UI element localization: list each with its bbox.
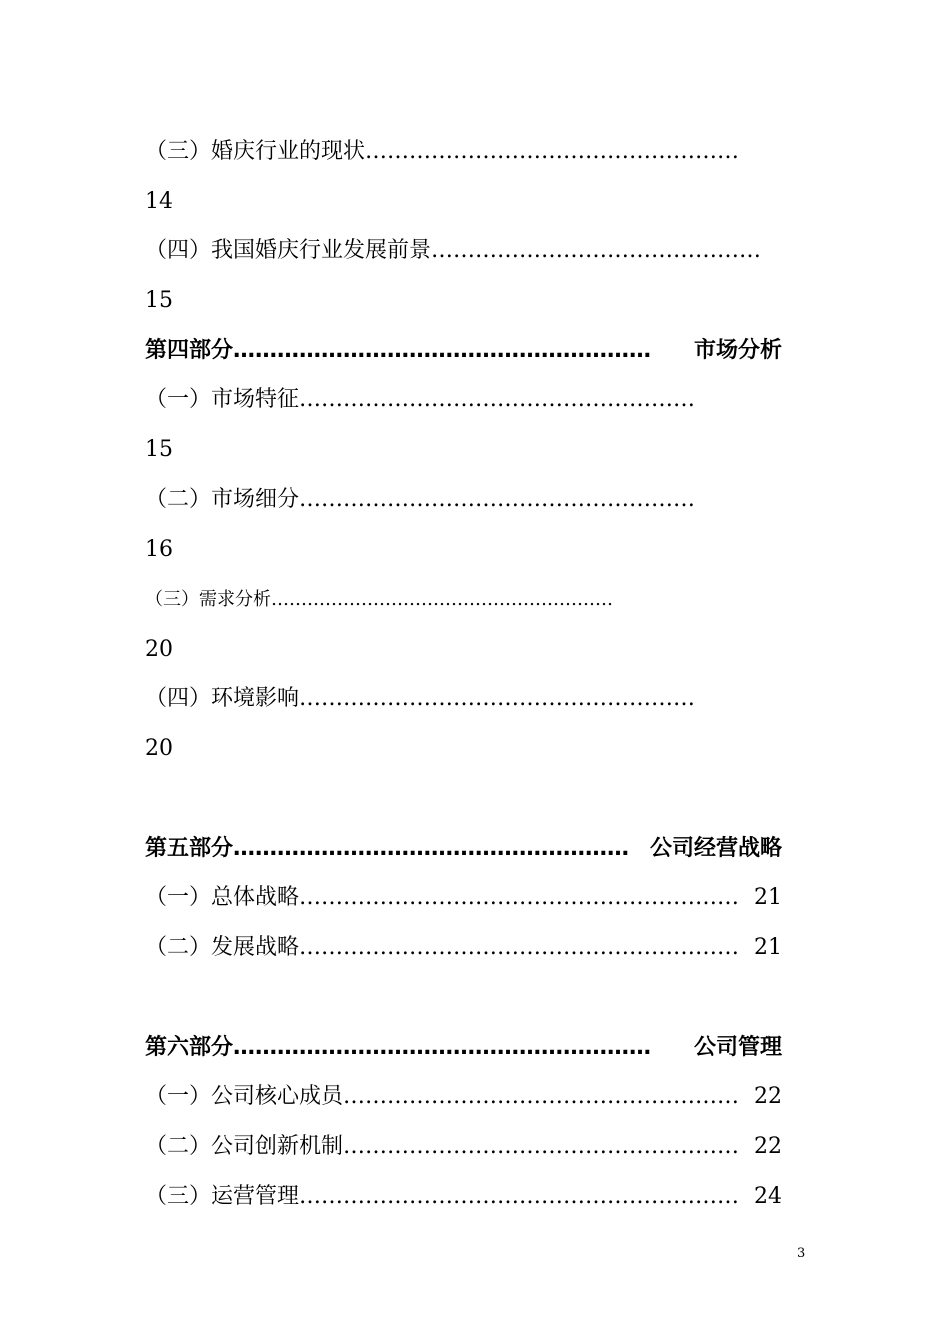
page-number: 3: [797, 1246, 806, 1261]
toc-entry-page-number: 15: [145, 437, 173, 462]
toc-leader-dots: …………………………………………………: [271, 589, 613, 610]
toc-entry-page-number: 15: [145, 288, 173, 313]
toc-entry-label: （一）公司核心成员: [145, 1084, 344, 1109]
toc-entry-label: （一）市场特征: [145, 387, 300, 412]
toc-entry-3-4[interactable]: [145, 234, 805, 268]
toc-entry-4-4[interactable]: [145, 682, 805, 716]
toc-chapter-title: 公司管理: [693, 1035, 782, 1060]
toc-entry-5-2[interactable]: [145, 931, 782, 965]
toc-leader-dots: ………………………………………………: [299, 387, 696, 412]
toc-entry-6-2[interactable]: [145, 1130, 782, 1164]
toc-chapter-label: 第四部分: [145, 338, 234, 363]
toc-leader-dots: ………………………………………………: [233, 836, 630, 861]
toc-entry-label: （三）婚庆行业的现状: [145, 139, 366, 164]
toc-entry-label: （三）需求分析: [145, 589, 271, 610]
toc-entry-label: （二）市场细分: [145, 487, 300, 512]
toc-leader-dots: ………………………………………………: [299, 487, 696, 512]
toc-entry-6-3[interactable]: [145, 1180, 782, 1214]
toc-entry-label: （四）环境影响: [145, 686, 300, 711]
toc-entry-label: （四）我国婚庆行业发展前景: [145, 238, 432, 263]
toc-chapter-4[interactable]: [145, 334, 782, 368]
toc-entry-label: （三）运营管理: [145, 1184, 300, 1209]
toc-leader-dots: …………………………………………………: [233, 1035, 652, 1060]
toc-chapter-label: 第五部分: [145, 836, 234, 861]
toc-entry-page-number: 21: [754, 935, 782, 960]
toc-entry-4-3[interactable]: [145, 583, 805, 617]
toc-entry-page-number: 20: [145, 736, 173, 761]
toc-entry-label: （二）发展战略: [145, 935, 300, 960]
toc-entry-page-number: 24: [754, 1184, 782, 1209]
toc-leader-dots: ………………………………………………: [299, 686, 696, 711]
toc-leader-dots: ………………………………………………: [343, 1134, 740, 1159]
toc-entry-label: （一）总体战略: [145, 885, 300, 910]
toc-entry-page-number: 22: [754, 1084, 782, 1109]
toc-entry-4-1[interactable]: [145, 383, 805, 417]
toc-entry-page-number: 14: [145, 189, 173, 214]
toc-entry-3-3[interactable]: [145, 135, 805, 169]
toc-chapter-label: 第六部分: [145, 1035, 234, 1060]
toc-entry-4-2[interactable]: [145, 483, 805, 517]
toc-entry-6-1[interactable]: [145, 1080, 782, 1114]
toc-entry-page-number: 21: [754, 885, 782, 910]
toc-leader-dots: ………………………………………………: [343, 1084, 740, 1109]
toc-leader-dots: ……………………………………………: [365, 139, 740, 164]
toc-leader-dots: ……………………………………………………: [299, 935, 740, 960]
toc-chapter-title: 市场分析: [693, 338, 782, 363]
toc-entry-5-1[interactable]: [145, 881, 782, 915]
toc-entry-label: （二）公司创新机制: [145, 1134, 344, 1159]
toc-chapter-title: 公司经营战略: [649, 836, 782, 861]
toc-leader-dots: ………………………………………: [431, 238, 762, 263]
toc-entry-page-number: 16: [145, 537, 173, 562]
toc-entry-page-number: 22: [754, 1134, 782, 1159]
toc-chapter-6[interactable]: [145, 1031, 782, 1065]
toc-entry-page-number: 20: [145, 637, 173, 662]
toc-leader-dots: ……………………………………………………: [299, 885, 740, 910]
toc-chapter-5[interactable]: [145, 832, 782, 866]
toc-leader-dots: …………………………………………………: [233, 338, 652, 363]
toc-leader-dots: ……………………………………………………: [299, 1184, 740, 1209]
